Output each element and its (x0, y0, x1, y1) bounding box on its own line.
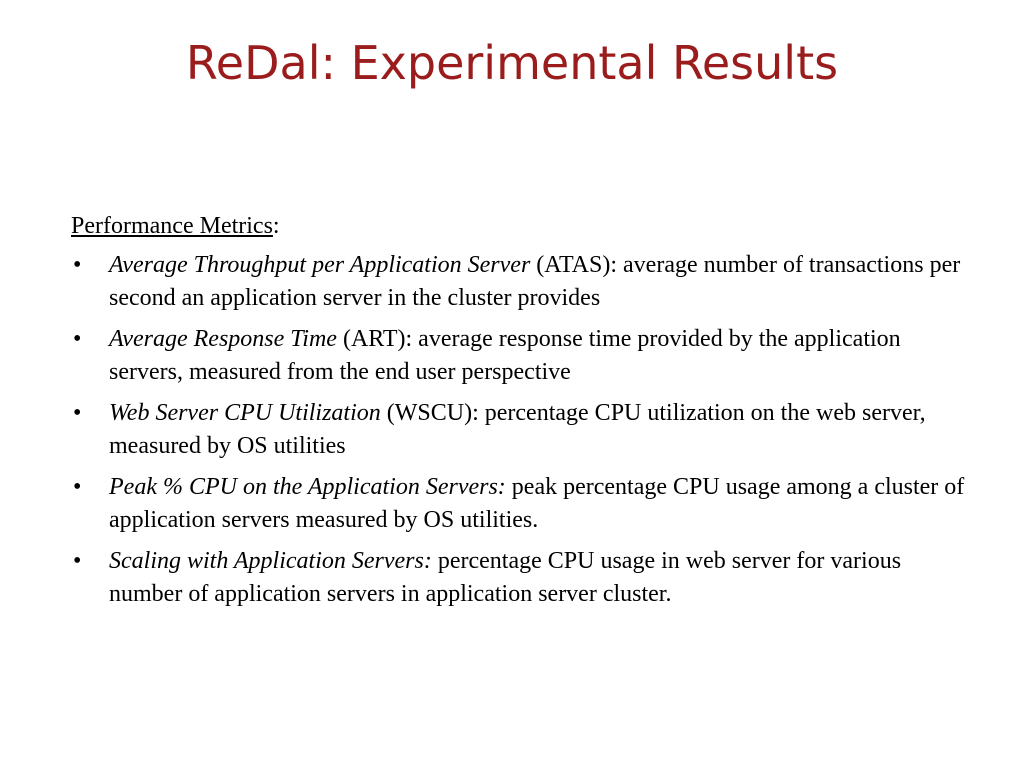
metrics-heading-colon: : (272, 213, 280, 239)
metrics-heading (71, 210, 971, 243)
metric-description: (ART): average response time provided by the application servers, measured from the end user perspective (109, 326, 901, 385)
bullet-icon: • (73, 252, 82, 278)
metric-description: percentage CPU usage in web server for various number of application servers in application server cluster. (109, 548, 902, 607)
metric-term: Average Throughput per Application Server (109, 252, 531, 278)
metric-term: Average Response Time (109, 326, 337, 352)
metric-term: Peak % CPU on the Application Servers: (109, 474, 506, 500)
metric-term: Web Server CPU Utilization (109, 400, 381, 426)
list-item (71, 323, 971, 389)
metric-description: (ATAS): average number of transactions per second an application server in the cluster provides (109, 252, 961, 311)
metrics-list (71, 249, 971, 611)
metric-term: Scaling with Application Servers: (109, 548, 432, 574)
bullet-icon: • (73, 474, 82, 500)
metrics-heading-text: Performance Metrics (71, 213, 273, 239)
slide-body (71, 210, 971, 619)
bullet-icon: • (73, 326, 82, 352)
list-item (71, 249, 971, 315)
slide-title: ReDal: Experimental Results (185, 36, 839, 90)
bullet-icon: • (73, 400, 82, 426)
list-item (71, 545, 971, 611)
list-item (71, 397, 971, 463)
list-item (71, 471, 971, 537)
bullet-icon: • (73, 548, 82, 574)
metric-description: (WSCU): percentage CPU utilization on the web server, measured by OS utilities (109, 400, 926, 459)
metric-description: peak percentage CPU usage among a cluster of application servers measured by OS utilities. (109, 474, 965, 533)
